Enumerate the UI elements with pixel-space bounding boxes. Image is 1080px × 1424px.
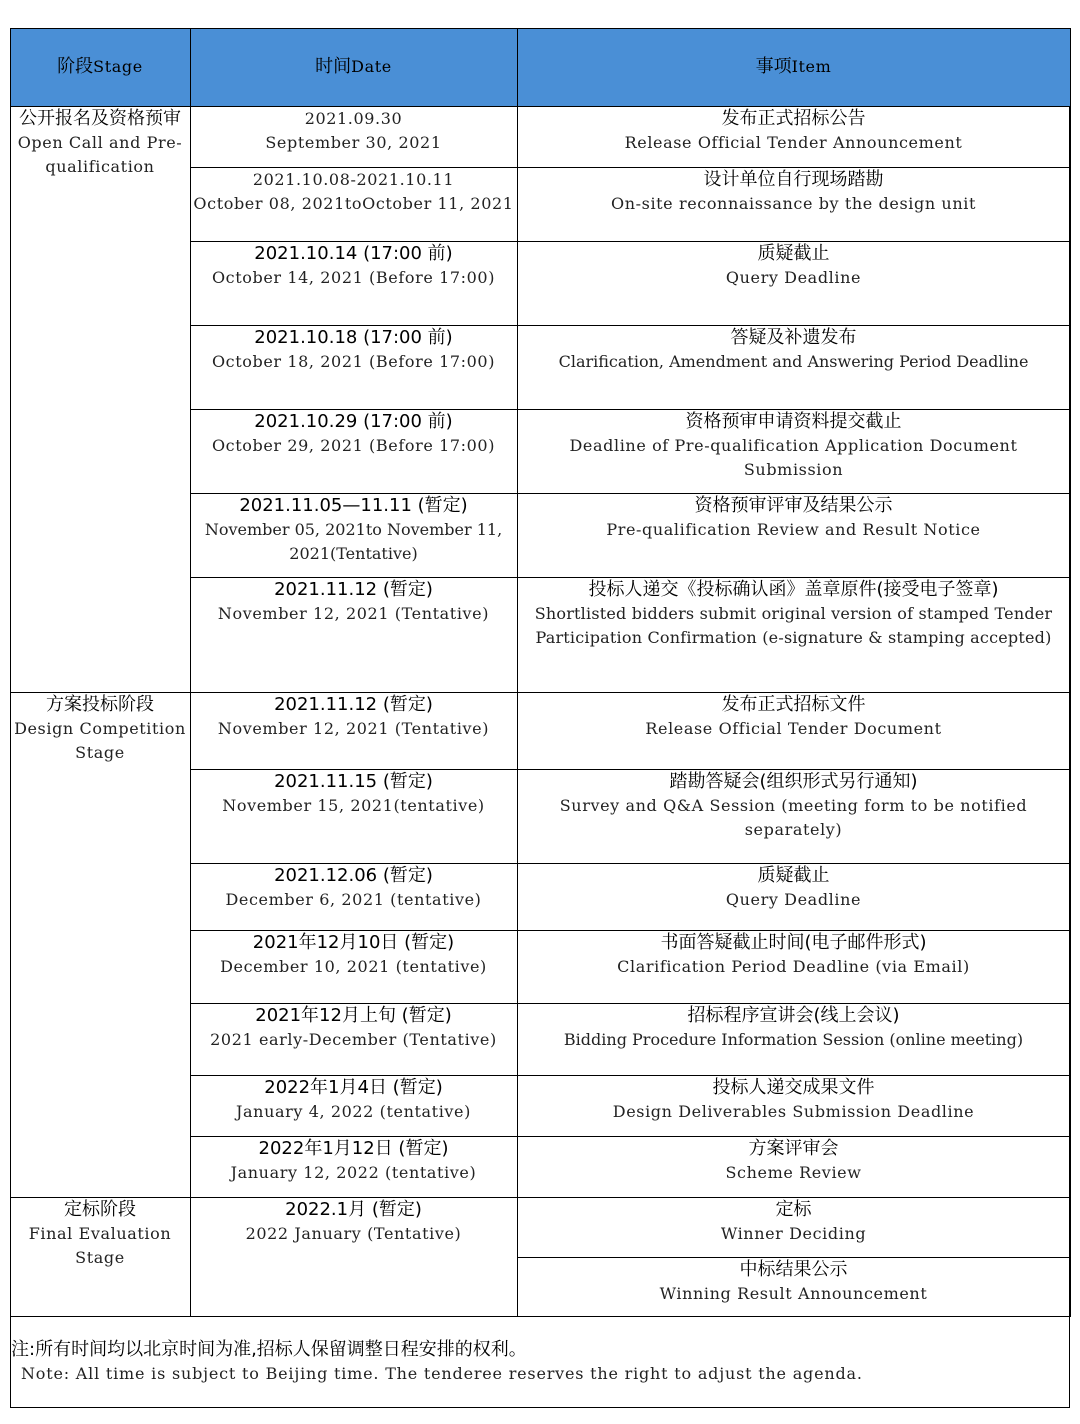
header-stage-cn: 阶段 (57, 56, 94, 77)
date-en: January 4, 2022 (tentative) (236, 1101, 471, 1121)
item-cn: 投标人递交《投标确认函》盖章原件(接受电子签章) (588, 578, 999, 600)
date-cn: 2021.11.12 (暂定) (274, 578, 433, 600)
item-cell (517, 769, 1070, 863)
date-en: October 14, 2021 (Before 17:00) (211, 267, 496, 287)
date-cn: 2022.1月 (暂定) (285, 1198, 422, 1220)
item-cell (517, 409, 1070, 493)
item-cell (517, 1197, 1070, 1257)
date-cn: 2021.10.08-2021.10.11 (252, 169, 455, 189)
item-cn: 书面答疑截止时间(电子邮件形式) (660, 931, 927, 953)
stage-final-evaluation (10, 1197, 190, 1316)
date-cn: 2022年1月12日 (暂定) (258, 1137, 449, 1159)
date-en: November 12, 2021 (Tentative) (217, 603, 490, 623)
date-cn: 2021.10.14 (17:00 前) (254, 242, 453, 264)
date-en: December 6, 2021 (tentative) (225, 889, 482, 909)
item-cell (517, 863, 1070, 930)
date-en: December 10, 2021 (tentative) (220, 956, 487, 976)
date-cn: 2021年12月上旬 (暂定) (255, 1004, 452, 1026)
item-cn: 设计单位自行现场踏勘 (703, 168, 884, 190)
item-en: Release Official Tender Announcement (624, 132, 963, 152)
item-cell (517, 241, 1070, 325)
date-cell (190, 325, 517, 409)
date-cell (190, 769, 517, 863)
footnote (11, 1316, 1069, 1386)
header-date (190, 28, 517, 106)
date-cn: 2021.11.12 (暂定) (274, 693, 433, 715)
date-en: November 15, 2021(tentative) (222, 795, 485, 815)
item-cn: 质疑截止 (757, 864, 830, 886)
date-cn: 2022年1月4日 (暂定) (264, 1076, 443, 1098)
date-en: 2021 early-December (Tentative) (210, 1029, 497, 1049)
footnote-en: Note: All time is subject to Beijing time. The tenderee reserves the right to adjust the agenda. (21, 1364, 863, 1383)
stage-design-competition (10, 692, 190, 1197)
item-en: Bidding Procedure Information Session (online meeting) (563, 1029, 1024, 1049)
footnote-cn: 注:所有时间均以北京时间为准,招标人保留调整日程安排的权利。 (11, 1339, 527, 1360)
item-en: Release Official Tender Document (645, 718, 942, 738)
date-en: September 30, 2021 (265, 132, 442, 152)
schedule-table (10, 28, 1071, 1317)
item-cn: 定标 (775, 1198, 812, 1220)
date-en: November 05, 2021to November 11, 2021(Tentative) (204, 519, 503, 563)
date-en: January 12, 2022 (tentative) (230, 1162, 477, 1182)
item-cn: 资格预审申请资料提交截止 (685, 410, 902, 432)
stage-label-cn: 方案投标阶段 (46, 693, 154, 715)
date-cell (190, 692, 517, 769)
item-cell (517, 930, 1070, 1003)
item-cn: 投标人递交成果文件 (712, 1076, 875, 1098)
table-row (10, 1197, 1070, 1257)
header-stage (10, 28, 190, 106)
item-cell (517, 1003, 1070, 1075)
header-date-cn: 时间 (315, 56, 352, 77)
date-en: October 18, 2021 (Before 17:00) (211, 351, 496, 371)
item-en: On-site reconnaissance by the design unit (611, 193, 976, 213)
date-cn: 2021.11.05—11.11 (暂定) (239, 494, 468, 516)
item-cell (517, 167, 1070, 241)
item-cn: 质疑截止 (757, 242, 830, 264)
stage-label-en: Final Evaluation Stage (28, 1223, 172, 1267)
stage-label-en: Design Competition Stage (14, 718, 186, 762)
item-cn: 中标结果公示 (739, 1258, 848, 1280)
item-cn: 招标程序宣讲会(线上会议) (687, 1004, 900, 1026)
item-cell (517, 493, 1070, 577)
item-cn: 答疑及补遗发布 (730, 326, 857, 348)
date-cell (190, 106, 517, 167)
stage-label-en: Open Call and Pre-qualification (17, 132, 183, 176)
item-cell (517, 1136, 1070, 1197)
date-cell (190, 1197, 517, 1316)
table-row (10, 692, 1070, 769)
header-stage-en: Stage (93, 57, 143, 76)
date-cell (190, 409, 517, 493)
date-cn: 2021.10.18 (17:00 前) (254, 326, 453, 348)
header-item-en: Item (791, 57, 832, 76)
header-item-cn: 事项 (755, 56, 792, 77)
header-date-en: Date (351, 57, 392, 76)
date-cell (190, 1136, 517, 1197)
date-cn: 2021.12.06 (暂定) (274, 864, 433, 886)
item-en: Deadline of Pre-qualification Application Document Submission (569, 435, 1018, 479)
date-en: 2022 January (Tentative) (245, 1223, 462, 1243)
item-cn: 资格预审评审及结果公示 (694, 494, 893, 516)
item-en: Winner Deciding (720, 1223, 867, 1243)
item-en: Query Deadline (725, 889, 862, 909)
date-cell (190, 930, 517, 1003)
header-row (10, 28, 1070, 106)
date-cell (190, 167, 517, 241)
date-cn: 2021.11.15 (暂定) (274, 770, 433, 792)
date-cell (190, 241, 517, 325)
item-cell (517, 325, 1070, 409)
date-en: November 12, 2021 (Tentative) (217, 718, 490, 738)
item-cn: 发布正式招标公告 (721, 107, 866, 129)
stage-label-cn: 公开报名及资格预审 (19, 107, 181, 129)
item-cell (517, 106, 1070, 167)
item-cell (517, 1075, 1070, 1136)
item-cn: 方案评审会 (748, 1137, 839, 1159)
stage-open-call (10, 106, 190, 692)
schedule-frame (10, 28, 1070, 1408)
date-cell (190, 1075, 517, 1136)
item-en: Shortlisted bidders submit original version of stamped Tender Participation Confirmation (e-signature & stamping accepted) (534, 603, 1053, 647)
item-en: Design Deliverables Submission Deadline (612, 1101, 975, 1121)
table-row (10, 106, 1070, 167)
date-cn: 2021年12月10日 (暂定) (252, 931, 455, 953)
item-en: Pre-qualification Review and Result Notice (606, 519, 981, 539)
date-cn: 2021.10.29 (17:00 前) (254, 410, 453, 432)
date-en: October 29, 2021 (Before 17:00) (211, 435, 496, 455)
date-cn: 2021.09.30 (304, 108, 403, 128)
item-en: Query Deadline (725, 267, 862, 287)
item-cell (517, 1257, 1070, 1316)
stage-label-cn: 定标阶段 (64, 1198, 136, 1220)
item-cn: 发布正式招标文件 (721, 693, 866, 715)
date-cell (190, 1003, 517, 1075)
item-en: Survey and Q&A Session (meeting form to be notified separately) (559, 795, 1028, 839)
header-item (517, 28, 1070, 106)
date-en: October 08, 2021toOctober 11, 2021 (193, 193, 514, 213)
item-cell (517, 577, 1070, 692)
date-cell (190, 493, 517, 577)
item-cell (517, 692, 1070, 769)
date-cell (190, 577, 517, 692)
item-en: Clarification, Amendment and Answering Period Deadline (558, 351, 1029, 371)
item-en: Winning Result Announcement (659, 1283, 928, 1303)
item-en: Scheme Review (725, 1162, 862, 1182)
item-cn: 踏勘答疑会(组织形式另行通知) (669, 770, 918, 792)
date-cell (190, 863, 517, 930)
item-en: Clarification Period Deadline (via Email) (617, 956, 970, 976)
